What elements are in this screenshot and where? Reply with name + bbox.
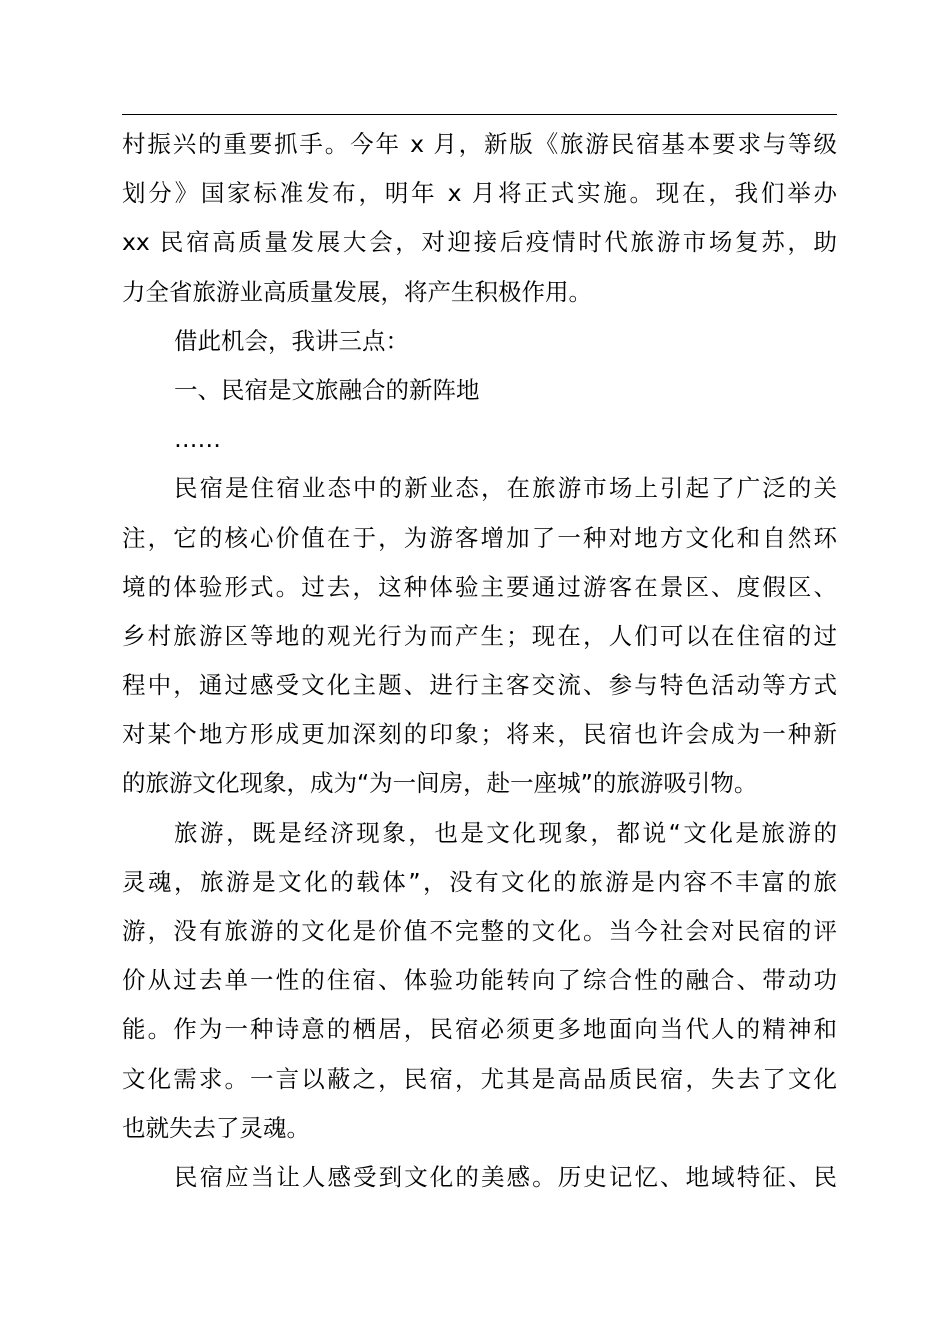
paragraph-line: 民宿应当让人感受到文化的美感。历史记忆、地域特征、民 (174, 1162, 837, 1191)
paragraph-line: 境的体验形式。过去，这种体验主要通过游客在景区、度假区、 (122, 572, 837, 601)
paragraph-line: 程中，通过感受文化主题、进行主客交流、参与特色活动等方式 (122, 671, 837, 700)
paragraph-line: 力全省旅游业高质量发展，将产生积极作用。 (122, 277, 592, 306)
paragraph-line: 乡村旅游区等地的观光行为而产生；现在，人们可以在住宿的过 (122, 621, 837, 650)
document-body (122, 120, 837, 1202)
paragraph-line: 价从过去单一性的住宿、体验功能转向了综合性的融合、带动功 (122, 966, 837, 995)
paragraph-line: 对某个地方形成更加深刻的印象；将来，民宿也许会成为一种新 (122, 720, 837, 749)
paragraph-line: 旅游，既是经济现象，也是文化现象，都说“文化是旅游的 (174, 818, 837, 847)
paragraph-line: 文化需求。一言以蔽之，民宿，尤其是高品质民宿，失去了文化 (122, 1064, 837, 1093)
paragraph-line: 注，它的核心价值在于，为游客增加了一种对地方文化和自然环 (122, 523, 837, 552)
ellipsis-line: …… (174, 425, 221, 454)
paragraph-line: 划分》国家标准发布，明年 x 月将正式实施。现在，我们举办 (122, 179, 837, 208)
section-heading: 一、民宿是文旅融合的新阵地 (174, 375, 480, 404)
header-rule (122, 114, 837, 115)
paragraph-line: 也就失去了灵魂。 (122, 1113, 310, 1142)
paragraph-line: 灵魂，旅游是文化的载体”，没有文化的旅游是内容不丰富的旅 (122, 867, 837, 896)
paragraph-line: 民宿是住宿业态中的新业态，在旅游市场上引起了广泛的关 (174, 474, 837, 503)
intro-line: 借此机会，我讲三点： (174, 326, 409, 355)
paragraph-line: xx 民宿高质量发展大会，对迎接后疫情时代旅游市场复苏，助 (122, 228, 837, 257)
paragraph-line: 村振兴的重要抓手。今年 x 月，新版《旅游民宿基本要求与等级 (122, 130, 837, 158)
paragraph-line: 的旅游文化现象，成为“为一间房，赴一座城”的旅游吸引物。 (122, 769, 758, 798)
paragraph-line: 能。作为一种诗意的栖居，民宿必须更多地面向当代人的精神和 (122, 1015, 837, 1044)
paragraph-line: 游，没有旅游的文化是价值不完整的文化。当今社会对民宿的评 (122, 917, 837, 945)
